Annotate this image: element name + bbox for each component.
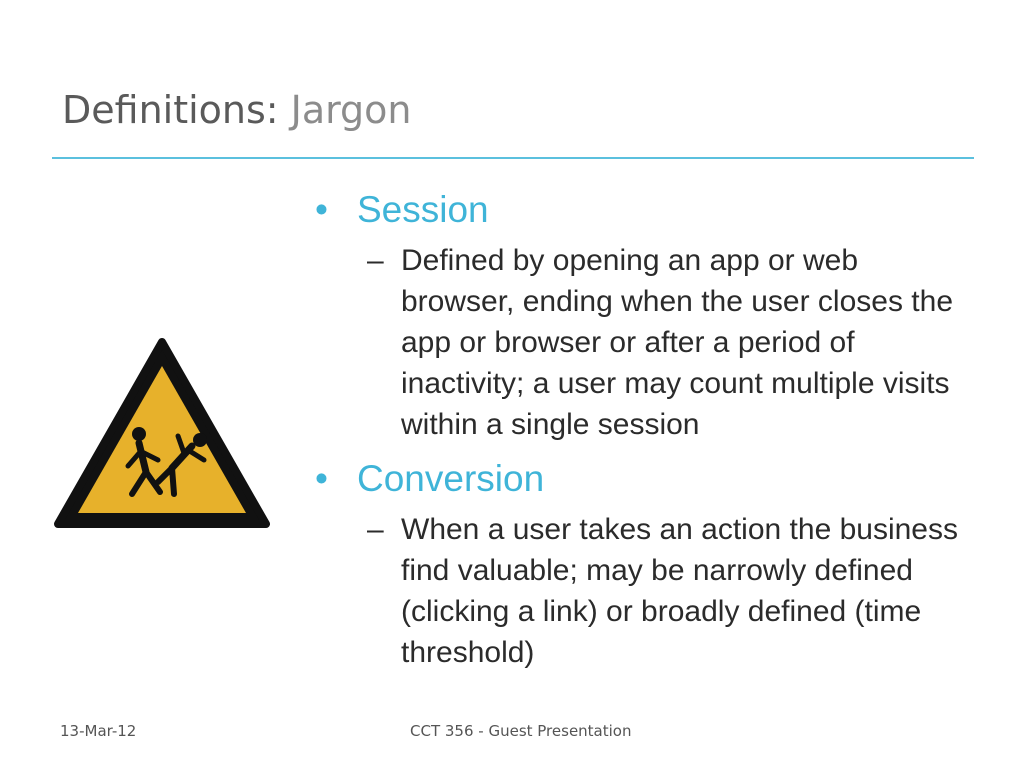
bullet-list	[315, 186, 995, 673]
bullet-marker: •	[315, 458, 328, 499]
bullet-session	[315, 186, 995, 234]
sub-bullet-marker: –	[367, 513, 384, 546]
term-session: Session	[357, 189, 489, 230]
title-divider	[52, 157, 974, 159]
definition-session-text: Defined by opening an app or web browser, ending when the user closes the app or browser or after a period of inactivity; a user may count multiple visits within a single session	[401, 244, 953, 441]
sub-bullet-marker: –	[367, 244, 384, 277]
warning-slippery-fall-sign-icon	[52, 336, 272, 532]
definition-conversion	[367, 509, 961, 673]
footer-presentation-title: CCT 356 - Guest Presentation	[410, 722, 632, 740]
term-conversion: Conversion	[357, 458, 545, 499]
footer-date: 13-Mar-12	[60, 722, 137, 740]
bullet-conversion	[315, 455, 995, 503]
definition-session	[367, 240, 961, 445]
title-main: Definitions:	[62, 88, 279, 132]
slide-title	[62, 84, 412, 136]
bullet-marker: •	[315, 189, 328, 230]
title-subtitle: Jargon	[290, 88, 412, 132]
definition-conversion-text: When a user takes an action the business find valuable; may be narrowly defined (clicking a link) or broadly defined (time threshold)	[401, 513, 958, 669]
